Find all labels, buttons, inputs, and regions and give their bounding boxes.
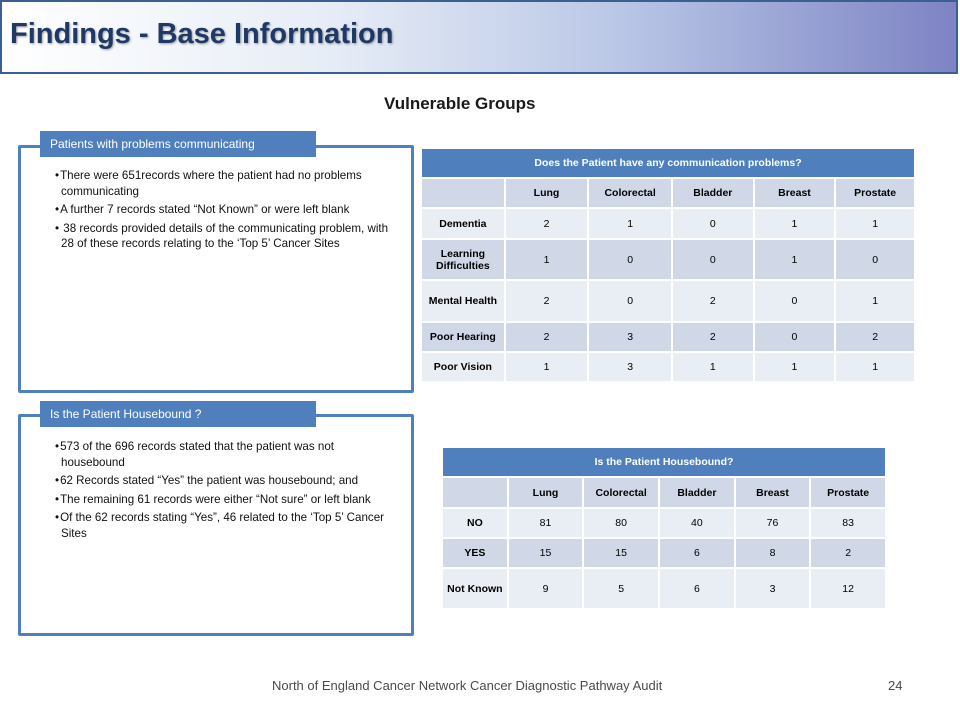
column-header: Colorectal (588, 178, 672, 208)
row-header: Poor Hearing (421, 322, 505, 352)
table-cell: 3 (735, 568, 811, 609)
table-cell: 1 (672, 352, 754, 382)
table-row (442, 568, 886, 609)
table-cell: 0 (754, 322, 836, 352)
table-cell: 1 (835, 352, 915, 382)
column-header: Colorectal (583, 477, 659, 508)
page-title: Findings - Base Information (10, 18, 394, 50)
table-row (442, 538, 886, 568)
table-cell: 0 (754, 280, 836, 322)
communication-bullets (49, 168, 389, 255)
bullet-item: • The remaining 61 records were either “Not sure” or left blank (49, 492, 389, 508)
bullet-item: • 62 Records stated “Yes” the patient was housebound; and (49, 473, 389, 489)
table-cell: 15 (583, 538, 659, 568)
table-cell: 2 (505, 280, 589, 322)
table-cell: 0 (588, 239, 672, 280)
table-cell: 2 (835, 322, 915, 352)
bullet-item: • 38 records provided details of the communicating problem, with 28 of these records relating to the ‘Top 5’ Cancer Sites (49, 221, 389, 252)
communication-panel (18, 145, 414, 393)
table-cell: 1 (754, 208, 836, 239)
table-row (442, 508, 886, 538)
column-header: Breast (735, 477, 811, 508)
table-cell: 76 (735, 508, 811, 538)
table-cell: 8 (735, 538, 811, 568)
row-header: Dementia (421, 208, 505, 239)
table-cell: 81 (508, 508, 584, 538)
column-header: Bladder (659, 477, 735, 508)
table-cell: 1 (835, 208, 915, 239)
table-cell: 15 (508, 538, 584, 568)
housebound-panel (18, 414, 414, 636)
housebound-panel-header: Is the Patient Housebound ? (40, 401, 316, 427)
housebound-table (441, 446, 887, 610)
communication-panel-header: Patients with problems communicating (40, 131, 316, 157)
table-cell: 2 (672, 322, 754, 352)
column-header: Bladder (672, 178, 754, 208)
row-header: YES (442, 538, 508, 568)
table-row (421, 322, 915, 352)
table-cell: 2 (505, 322, 589, 352)
bullet-item: • A further 7 records stated “Not Known” or were left blank (49, 202, 389, 218)
column-header: Lung (505, 178, 589, 208)
table-cell: 5 (583, 568, 659, 609)
table-cell: 0 (588, 280, 672, 322)
footer-text: North of England Cancer Network Cancer Diagnostic Pathway Audit (272, 678, 663, 693)
column-header: Prostate (835, 178, 915, 208)
table-cell: 12 (810, 568, 886, 609)
communication-table (420, 147, 916, 383)
table-row (421, 280, 915, 322)
table-cell: 1 (835, 280, 915, 322)
bullet-item: • There were 651records where the patient had no problems communicating (49, 168, 389, 199)
row-header: Poor Vision (421, 352, 505, 382)
table-caption: Does the Patient have any communication problems? (421, 148, 915, 178)
table-cell: 0 (672, 239, 754, 280)
table-cell: 40 (659, 508, 735, 538)
table-cell: 1 (505, 352, 589, 382)
table-cell: 3 (588, 322, 672, 352)
row-header: Learning Difficulties (421, 239, 505, 280)
table-cell: 80 (583, 508, 659, 538)
table-cell: 6 (659, 538, 735, 568)
corner-cell (421, 178, 505, 208)
table-row (421, 239, 915, 280)
corner-cell (442, 477, 508, 508)
table-cell: 6 (659, 568, 735, 609)
column-header: Prostate (810, 477, 886, 508)
page-number: 24 (888, 678, 903, 693)
table-cell: 0 (835, 239, 915, 280)
table-cell: 1 (588, 208, 672, 239)
housebound-bullets (49, 439, 389, 544)
table-cell: 83 (810, 508, 886, 538)
table-cell: 1 (754, 352, 836, 382)
bullet-item: • 573 of the 696 records stated that the patient was not housebound (49, 439, 389, 470)
row-header: Not Known (442, 568, 508, 609)
table-cell: 0 (672, 208, 754, 239)
table-cell: 9 (508, 568, 584, 609)
row-header: NO (442, 508, 508, 538)
table-cell: 1 (754, 239, 836, 280)
table-cell: 2 (810, 538, 886, 568)
section-subtitle: Vulnerable Groups (384, 94, 536, 113)
bullet-item: • Of the 62 records stating “Yes”, 46 related to the ‘Top 5’ Cancer Sites (49, 510, 389, 541)
table-cell: 2 (672, 280, 754, 322)
table-caption: Is the Patient Housebound? (442, 447, 886, 477)
table-cell: 2 (505, 208, 589, 239)
table-cell: 1 (505, 239, 589, 280)
row-header: Mental Health (421, 280, 505, 322)
column-header: Lung (508, 477, 584, 508)
table-cell: 3 (588, 352, 672, 382)
table-row (421, 208, 915, 239)
column-header: Breast (754, 178, 836, 208)
table-row (421, 352, 915, 382)
